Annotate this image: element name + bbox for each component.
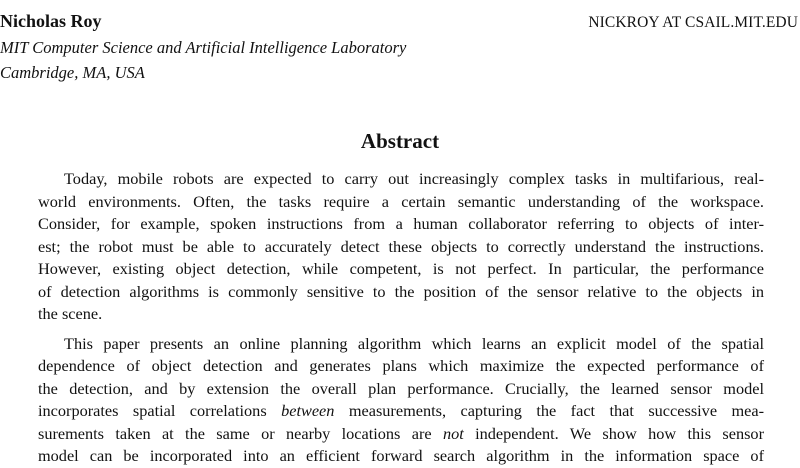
abstract-p2-line (38, 400, 764, 423)
emphasis-between: between (281, 401, 335, 420)
text-run: surements taken at the same or nearby locations are (38, 423, 443, 443)
text-run: measurements, capturing the fact that successive mea- (334, 401, 764, 420)
abstract-p2-line: the detection, and by extension the overall plan performance. Crucially, the learned sensor model (38, 378, 764, 398)
text-run: incorporates spatial correlations (38, 401, 282, 420)
abstract-p2-line (38, 423, 764, 446)
abstract-p1-line: the scene. (38, 304, 103, 323)
abstract-body (38, 168, 764, 468)
abstract-p2-line: dependence of object detection and generates plans which maximize the expected performance of (38, 356, 764, 375)
text-run: independent. We show how this sensor (463, 423, 764, 443)
author-name: Nicholas Roy (0, 11, 102, 31)
abstract-p1-line: However, existing object detection, while competent, is not perfect. In particular, the performance (38, 259, 764, 278)
abstract-p2-line: model can be incorporated into an efficient forward search algorithm in the information space of (38, 446, 764, 465)
abstract-p1-line: Today, mobile robots are expected to carry out increasingly complex tasks in multifarious, real- (64, 169, 764, 188)
abstract-p1-line: Consider, for example, spoken instructions from a human collaborator referring to objects of inter- (38, 214, 764, 233)
affiliation-line-2: Cambridge, MA, USA (0, 63, 145, 82)
abstract-p2-line: This paper presents an online planning algorithm which learns an explicit model of the spatial (64, 333, 764, 353)
abstract-p1-line: world environments. Often, the tasks require a certain semantic understanding of the workspace. (38, 191, 764, 211)
abstract-paragraph-2 (38, 333, 764, 468)
abstract-title: Abstract (360, 129, 440, 153)
abstract-paragraph-1 (38, 168, 764, 326)
author-email: NICKROY AT CSAIL.MIT.EDU (588, 14, 798, 31)
abstract-p1-line: est; the robot must be able to accurately detect these objects to correctly understand the instructions. (38, 236, 764, 256)
affiliation-line-1: MIT Computer Science and Artificial Intelligence Laboratory (0, 38, 407, 57)
abstract-p1-line: of detection algorithms is commonly sensitive to the position of the sensor relative to the objects in (38, 281, 764, 301)
emphasis-not: not (442, 423, 464, 443)
